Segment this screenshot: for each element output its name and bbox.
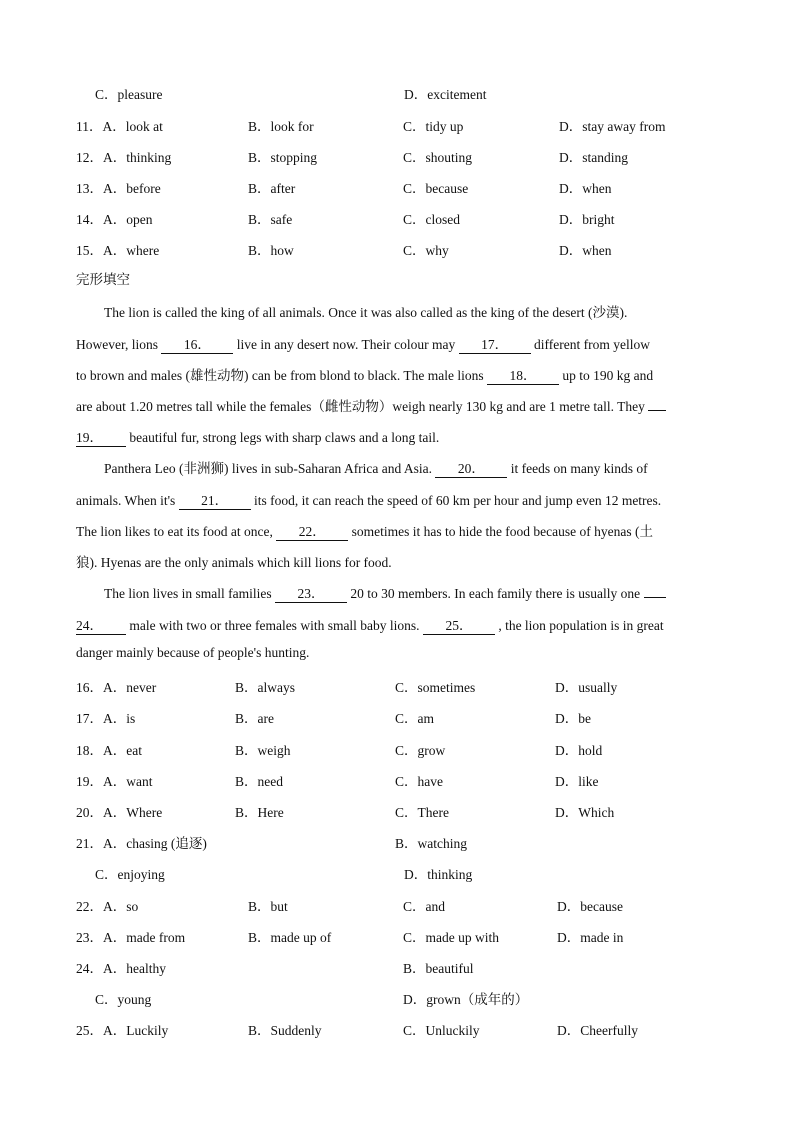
option-b: B．Here bbox=[235, 805, 284, 820]
option-d: D．stay away from bbox=[559, 119, 666, 134]
option-d: D．grown（成年的） bbox=[403, 992, 529, 1007]
option-d: D．Cheerfully bbox=[557, 1023, 638, 1038]
passage-line: danger mainly because of people's hunting. bbox=[76, 645, 310, 660]
option-c: C．sometimes bbox=[395, 680, 476, 695]
option-c: C．tidy up bbox=[403, 119, 464, 134]
option-c: C．enjoying bbox=[95, 867, 165, 882]
option-d: D．when bbox=[559, 181, 612, 196]
question-24: 24．A．healthy bbox=[76, 961, 166, 976]
question-18: 18．A．eat bbox=[76, 743, 142, 758]
option-c: C．why bbox=[403, 243, 449, 258]
passage-line bbox=[104, 457, 648, 478]
blank-20[interactable]: 20． bbox=[435, 457, 507, 478]
passage-text: are about 1.20 metres tall while the females（雌性动物）weigh nearly 130 kg and are 1 metre tall. They bbox=[76, 399, 645, 414]
passage-line bbox=[76, 614, 664, 635]
option-b: B．weigh bbox=[235, 743, 291, 758]
option-d: D．when bbox=[559, 243, 612, 258]
option-c: C．am bbox=[395, 711, 434, 726]
passage-text: However, lions bbox=[76, 337, 162, 352]
blank-24[interactable]: 24． bbox=[76, 614, 126, 635]
passage-text: , the lion population is in great bbox=[498, 618, 664, 633]
option-b: B．need bbox=[235, 774, 283, 789]
option-c: C．young bbox=[95, 992, 152, 1007]
blank-17[interactable]: 17． bbox=[459, 333, 531, 354]
passage-line bbox=[76, 489, 661, 510]
question-16: 16．A．never bbox=[76, 680, 157, 695]
blank-25[interactable]: 25． bbox=[423, 614, 495, 635]
option-b: B．Suddenly bbox=[248, 1023, 322, 1038]
question-22: 22．A．so bbox=[76, 899, 139, 914]
passage-line: 狼). Hyenas are the only animals which kill lions for food. bbox=[76, 555, 392, 570]
passage-text: up to 190 kg and bbox=[562, 368, 654, 383]
question-21: 21．A．chasing (追逐) bbox=[76, 836, 207, 851]
passage-text: live in any desert now. Their colour may bbox=[236, 337, 459, 352]
passage-text: Panthera Leo (非洲狮) lives in sub-Saharan Africa and Asia. bbox=[104, 461, 436, 476]
option-c: C．closed bbox=[403, 212, 460, 227]
passage-text: male with two or three females with small baby lions. bbox=[129, 618, 423, 633]
option-b: B．but bbox=[248, 899, 288, 914]
option-c: C．because bbox=[403, 181, 469, 196]
passage-text: 20 to 30 members. In each family there is usually one bbox=[350, 586, 641, 601]
passage-line bbox=[76, 426, 439, 447]
passage-text: sometimes it has to hide the food because of hyenas (土 bbox=[351, 524, 654, 539]
option-d: D．excitement bbox=[404, 87, 487, 102]
option-b: B．after bbox=[248, 181, 296, 196]
option-d: D．Which bbox=[555, 805, 615, 820]
option-d: D．usually bbox=[555, 680, 618, 695]
option-d: D．hold bbox=[555, 743, 603, 758]
option-d: D．be bbox=[555, 711, 591, 726]
question-19: 19．A．want bbox=[76, 774, 153, 789]
blank-21[interactable]: 21． bbox=[179, 489, 251, 510]
passage-line bbox=[104, 582, 666, 603]
passage-text: The lion likes to eat its food at once, bbox=[76, 524, 277, 539]
passage-line bbox=[76, 364, 653, 385]
option-d: D．bright bbox=[559, 212, 615, 227]
question-23: 23．A．made from bbox=[76, 930, 186, 945]
question-12: 12．A．thinking bbox=[76, 150, 172, 165]
option-c: C．made up with bbox=[403, 930, 499, 945]
option-d: D．standing bbox=[559, 150, 628, 165]
option-d: D．made in bbox=[557, 930, 624, 945]
blank-16[interactable]: 16． bbox=[161, 333, 233, 354]
passage-text: animals. When it's bbox=[76, 493, 179, 508]
passage-line bbox=[76, 520, 653, 541]
passage-line: The lion is called the king of all animals. Once it was also called as the king of the desert (沙漠). bbox=[104, 305, 628, 320]
passage-text: to brown and males (雄性动物) can be from blond to black. The male lions bbox=[76, 368, 488, 383]
question-11: 11．A．look at bbox=[76, 119, 163, 134]
question-15: 15．A．where bbox=[76, 243, 160, 258]
passage-text: its food, it can reach the speed of 60 km per hour and jump even 12 metres. bbox=[254, 493, 662, 508]
question-14: 14．A．open bbox=[76, 212, 153, 227]
option-c: C．have bbox=[395, 774, 443, 789]
option-d: D．like bbox=[555, 774, 599, 789]
option-d: D．thinking bbox=[404, 867, 473, 882]
option-b: B．look for bbox=[248, 119, 314, 134]
option-c: C．pleasure bbox=[95, 87, 163, 102]
passage-text: beautiful fur, strong legs with sharp claws and a long tail. bbox=[129, 430, 440, 445]
question-13: 13．A．before bbox=[76, 181, 161, 196]
blank-24-start[interactable] bbox=[644, 597, 666, 598]
blank-18[interactable]: 18． bbox=[487, 364, 559, 385]
question-20: 20．A．Where bbox=[76, 805, 163, 820]
option-c: C．and bbox=[403, 899, 445, 914]
option-b: B．beautiful bbox=[403, 961, 474, 976]
question-25: 25．A．Luckily bbox=[76, 1023, 169, 1038]
option-b: B．safe bbox=[248, 212, 293, 227]
option-b: B．always bbox=[235, 680, 295, 695]
option-b: B．how bbox=[248, 243, 294, 258]
question-17: 17．A．is bbox=[76, 711, 136, 726]
blank-19-start[interactable] bbox=[648, 410, 666, 411]
section-title: 完形填空 bbox=[76, 272, 130, 287]
option-d: D．because bbox=[557, 899, 623, 914]
option-b: B．are bbox=[235, 711, 274, 726]
passage-text: it feeds on many kinds of bbox=[510, 461, 648, 476]
passage-line bbox=[76, 395, 666, 415]
option-b: B．made up of bbox=[248, 930, 332, 945]
option-b: B．stopping bbox=[248, 150, 318, 165]
blank-23[interactable]: 23． bbox=[275, 582, 347, 603]
option-c: C．There bbox=[395, 805, 449, 820]
option-b: B．watching bbox=[395, 836, 467, 851]
passage-text: different from yellow bbox=[534, 337, 650, 352]
blank-19[interactable]: 19． bbox=[76, 426, 126, 447]
option-c: C．grow bbox=[395, 743, 446, 758]
passage-text: The lion lives in small families bbox=[104, 586, 275, 601]
blank-22[interactable]: 22． bbox=[276, 520, 348, 541]
passage-line bbox=[76, 333, 650, 354]
option-c: C．shouting bbox=[403, 150, 473, 165]
option-c: C．Unluckily bbox=[403, 1023, 480, 1038]
